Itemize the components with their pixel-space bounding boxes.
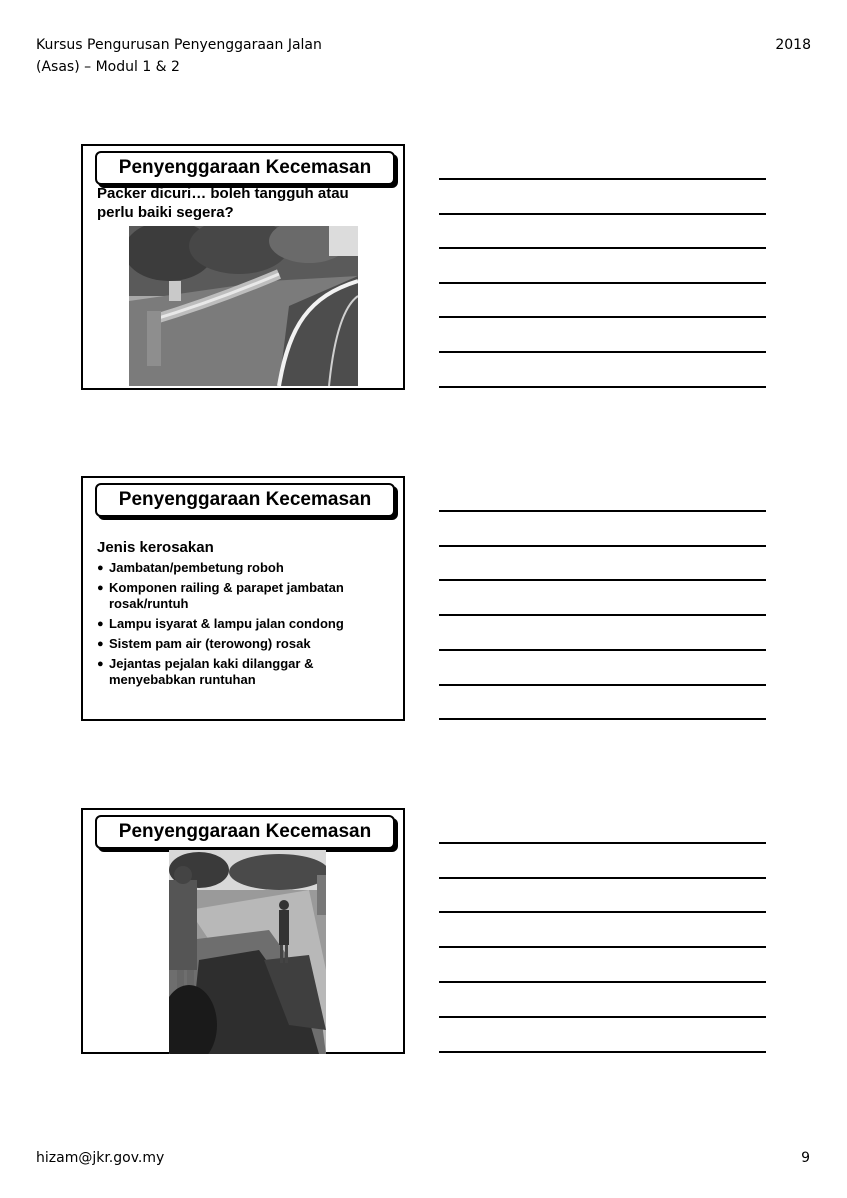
note-line	[439, 614, 766, 616]
subtitle-line2: perlu baiki segera?	[97, 204, 234, 221]
note-line	[439, 247, 766, 249]
list-item: ● Komponen railing & parapet jambatan rosak/runtuh	[97, 580, 344, 611]
bullet-icon: ●	[97, 658, 104, 670]
note-line	[439, 386, 766, 388]
slide-title: Penyenggaraan Kecemasan	[95, 483, 395, 517]
note-line	[439, 842, 766, 844]
slide-title: Penyenggaraan Kecemasan	[95, 815, 395, 849]
note-line	[439, 213, 766, 215]
note-line	[439, 351, 766, 353]
slide-2	[81, 476, 405, 721]
note-line	[439, 1051, 766, 1053]
note-line	[439, 1016, 766, 1018]
slide-heading: Jenis kerosakan	[97, 539, 214, 556]
note-line	[439, 282, 766, 284]
slide-subtitle	[97, 184, 397, 222]
note-line	[439, 510, 766, 512]
bullet-icon: ●	[97, 562, 104, 574]
footer-email: hizam@jkr.gov.my	[36, 1150, 165, 1166]
list-item: ● Jejantas pejalan kaki dilanggar & menyebabkan runtuhan	[97, 656, 314, 687]
note-line	[439, 981, 766, 983]
note-line	[439, 877, 766, 879]
note-line	[439, 545, 766, 547]
bullet-icon: ●	[97, 582, 104, 594]
note-line	[439, 316, 766, 318]
header-title-line2: (Asas) – Modul 1 & 2	[36, 59, 180, 75]
list-item: ● Jambatan/pembetung roboh	[97, 560, 284, 575]
bullet-icon: ●	[97, 618, 104, 630]
note-line	[439, 178, 766, 180]
page-number: 9	[801, 1150, 810, 1166]
list-item: ● Sistem pam air (terowong) rosak	[97, 636, 311, 651]
note-line	[439, 911, 766, 913]
note-line	[439, 946, 766, 948]
slide-3	[81, 808, 405, 1054]
slide-1	[81, 144, 405, 390]
note-line	[439, 649, 766, 651]
slide-title: Penyenggaraan Kecemasan	[95, 151, 395, 185]
note-line	[439, 684, 766, 686]
list-item: ● Lampu isyarat & lampu jalan condong	[97, 616, 344, 631]
guardrail-road-photo	[129, 226, 358, 386]
note-line	[439, 718, 766, 720]
header-title-line1: Kursus Pengurusan Penyenggaraan Jalan	[36, 37, 322, 53]
subtitle-line1: Packer dicuri… boleh tangguh atau	[97, 185, 349, 202]
header-course-title	[36, 34, 376, 78]
damage-list	[95, 560, 395, 692]
bullet-icon: ●	[97, 638, 104, 650]
note-line	[439, 579, 766, 581]
header-year: 2018	[775, 37, 811, 53]
collapsed-road-photo	[169, 850, 326, 1054]
